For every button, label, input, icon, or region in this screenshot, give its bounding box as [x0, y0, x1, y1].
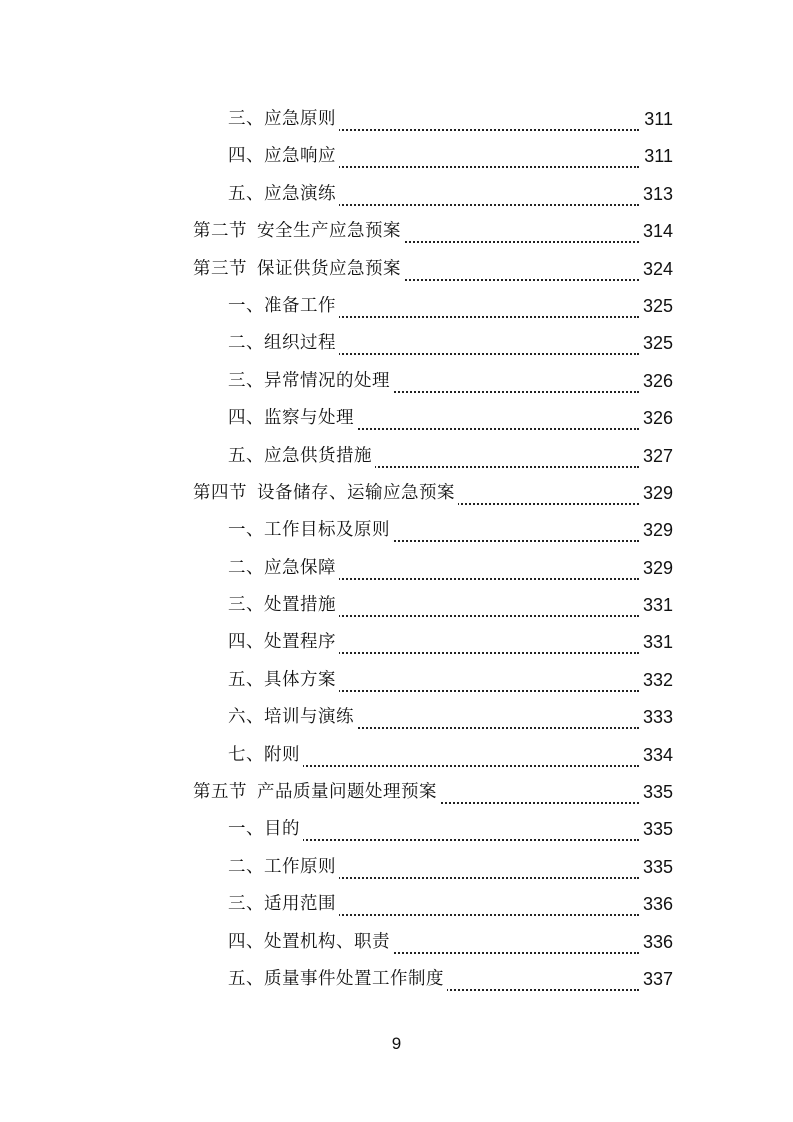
toc-entry-title: 处置程序 [264, 632, 336, 653]
toc-entry-page: 331 [642, 595, 673, 616]
toc-entry-prefix: 三、 [228, 370, 264, 391]
toc-entry-title: 工作原则 [264, 856, 336, 877]
toc-entry-title: 应急演练 [264, 183, 336, 204]
toc-entry-title: 应急供货措施 [264, 445, 372, 466]
toc-entry[interactable] [0, 737, 793, 774]
toc-entry-label [228, 892, 339, 916]
toc-entry-page: 335 [642, 819, 673, 840]
toc-entry-page: 331 [642, 632, 673, 653]
toc-entry-page: 329 [642, 557, 673, 578]
toc-entry[interactable] [0, 288, 793, 325]
toc-entry-page: 336 [642, 894, 673, 915]
toc-entry[interactable] [0, 924, 793, 961]
toc-entry-label [228, 705, 357, 729]
toc-entry-label [228, 406, 357, 430]
toc-entry-prefix: 第二节 [193, 221, 247, 242]
toc-entry-prefix: 五、 [228, 445, 264, 466]
toc-entry-label [228, 444, 375, 468]
toc-entry-page: 324 [642, 258, 673, 279]
toc-entry-label [228, 556, 339, 580]
toc-entry-title: 具体方案 [264, 669, 336, 690]
toc-entry[interactable] [0, 213, 793, 250]
toc-entry-title: 设备储存、运输应急预案 [257, 482, 455, 503]
toc-entry-prefix: 四、 [228, 931, 264, 952]
toc-entry[interactable] [0, 961, 793, 998]
toc-entry[interactable] [0, 849, 793, 886]
toc-entry-page: 332 [642, 669, 673, 690]
toc-entry[interactable] [0, 438, 793, 475]
toc-entry-label [193, 257, 404, 281]
toc-entry[interactable] [0, 176, 793, 213]
toc-entry[interactable] [0, 251, 793, 288]
toc-entry-prefix: 五、 [228, 669, 264, 690]
toc-entry-title: 培训与演练 [264, 707, 354, 728]
toc-entry-page: 335 [642, 856, 673, 877]
toc-entry[interactable] [0, 811, 793, 848]
toc-entry-page: 335 [642, 782, 673, 803]
toc-entry-prefix: 第三节 [193, 258, 247, 279]
toc-entry-prefix: 五、 [228, 183, 264, 204]
toc-entry-title: 适用范围 [264, 894, 336, 915]
toc-entry-prefix: 六、 [228, 707, 264, 728]
toc-entry-page: 325 [642, 295, 673, 316]
toc-entry-label [228, 518, 393, 542]
toc-entry-page: 326 [642, 408, 673, 429]
toc-entry-page: 325 [642, 333, 673, 354]
toc-entry-page: 337 [642, 968, 673, 989]
toc-entry-label [228, 967, 447, 991]
toc-entry-title: 保证供货应急预案 [257, 258, 401, 279]
page-number: 9 [391, 1034, 402, 1053]
toc-entry-prefix: 七、 [228, 744, 264, 765]
toc-entry-prefix: 三、 [228, 109, 264, 129]
toc-entry-title: 处置措施 [264, 595, 336, 616]
toc-entry-label [228, 743, 303, 767]
toc-entry-title: 附则 [264, 744, 300, 765]
toc-entry-prefix: 四、 [228, 146, 264, 167]
toc-entry-title: 产品质量问题处理预案 [257, 782, 437, 803]
toc-entry-label [228, 855, 339, 879]
toc-entry[interactable] [0, 662, 793, 699]
toc-entry[interactable] [0, 550, 793, 587]
toc-entry-title: 监察与处理 [264, 408, 354, 429]
toc-entry[interactable] [0, 363, 793, 400]
toc-entry-label [228, 182, 339, 206]
toc-entry[interactable] [0, 587, 793, 624]
toc-entry-page: 336 [642, 931, 673, 952]
toc-entry-page: 329 [642, 482, 673, 503]
toc-entry-label [228, 144, 339, 168]
toc-entry[interactable] [0, 774, 793, 811]
toc-entry-label [228, 668, 339, 692]
toc-entry[interactable] [0, 475, 793, 512]
toc-entry-title: 质量事件处置工作制度 [264, 968, 444, 989]
toc-entry-page: 326 [642, 370, 673, 391]
toc-entry[interactable] [0, 138, 793, 175]
toc-entry-page: 311 [644, 146, 673, 167]
toc-entry-label [228, 630, 339, 654]
toc-entry[interactable] [0, 325, 793, 362]
toc-entry-prefix: 四、 [228, 632, 264, 653]
toc-entry-prefix: 二、 [228, 856, 264, 877]
toc-entry-label [193, 481, 458, 505]
toc-entry-title: 安全生产应急预案 [257, 221, 401, 242]
toc-entry-prefix: 四、 [228, 408, 264, 429]
toc-entry-title: 异常情况的处理 [264, 370, 390, 391]
toc-entry[interactable] [0, 624, 793, 661]
toc-entry-page: 311 [644, 109, 673, 129]
toc-entry-prefix: 五、 [228, 968, 264, 989]
toc-entry[interactable] [0, 101, 793, 138]
toc-entry-title: 组织过程 [264, 333, 336, 354]
toc-entry-page: 334 [642, 744, 673, 765]
toc-entry[interactable] [0, 512, 793, 549]
toc-entry-prefix: 第四节 [193, 482, 247, 503]
toc-entry[interactable] [0, 699, 793, 736]
toc-entry-label [228, 294, 339, 318]
toc-entry-page: 329 [642, 520, 673, 541]
toc-entry-label [228, 331, 339, 355]
toc-entry-prefix: 二、 [228, 333, 264, 354]
toc-entry-page: 314 [642, 221, 673, 242]
toc-entry-label [193, 780, 440, 804]
toc-entry-label [228, 107, 339, 131]
toc-entry[interactable] [0, 400, 793, 437]
toc-entry-title: 应急响应 [264, 146, 336, 167]
toc-entry-title: 工作目标及原则 [264, 520, 390, 541]
toc-entry-page: 333 [642, 707, 673, 728]
toc-entry-page: 313 [642, 183, 673, 204]
toc-entry-prefix: 三、 [228, 595, 264, 616]
toc-entry-label [193, 219, 404, 243]
toc-entry-title: 目的 [264, 819, 300, 840]
toc-entry-label [228, 593, 339, 617]
toc-entry-title: 准备工作 [264, 295, 336, 316]
toc-entry-prefix: 二、 [228, 557, 264, 578]
toc-entry-prefix: 一、 [228, 520, 264, 541]
toc-entry-title: 应急保障 [264, 557, 336, 578]
toc-entry-title: 应急原则 [264, 109, 336, 129]
toc-entry[interactable] [0, 886, 793, 923]
toc-entry-prefix: 一、 [228, 295, 264, 316]
toc-entry-prefix: 三、 [228, 894, 264, 915]
toc-entry-label [228, 369, 393, 393]
toc-entry-page: 327 [642, 445, 673, 466]
toc-entry-label [228, 817, 303, 841]
toc-entry-title: 处置机构、职责 [264, 931, 390, 952]
toc-entry-label [228, 930, 393, 954]
toc-entry-prefix: 一、 [228, 819, 264, 840]
toc-entry-prefix: 第五节 [193, 782, 247, 803]
table-of-contents [0, 101, 793, 998]
